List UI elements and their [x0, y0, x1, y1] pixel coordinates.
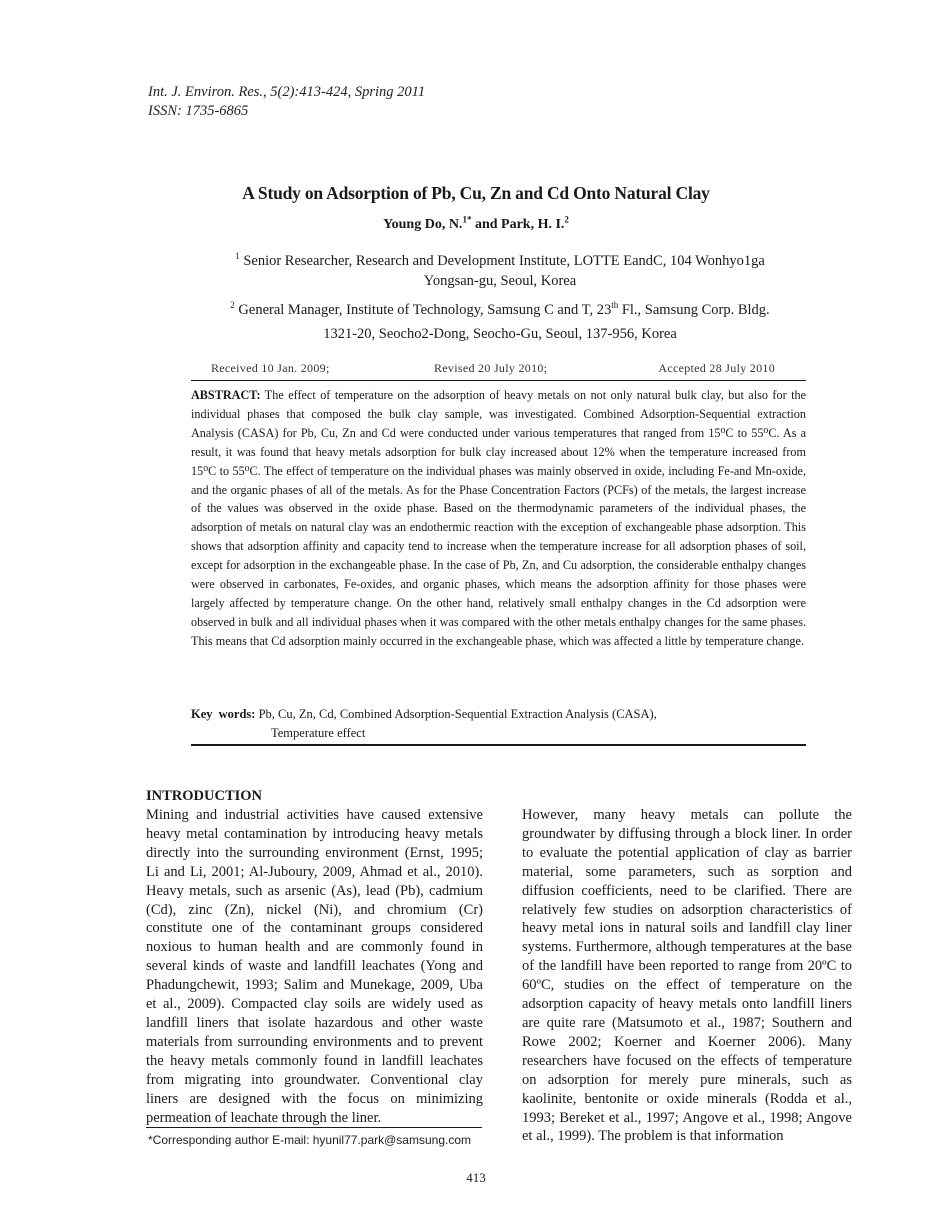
affiliation-2-line-1a: General Manager, Institute of Technology, Samsung C and T, 23: [234, 302, 612, 318]
footnote-rule: [146, 1127, 482, 1128]
affiliation-2-line-1b: Fl., Samsung Corp. Bldg.: [618, 302, 770, 318]
abstract-label: ABSTRACT:: [191, 388, 261, 402]
keywords-line-1: Pb, Cu, Zn, Cd, Combined Adsorption-Sequential Extraction Analysis (CASA),: [255, 707, 657, 721]
introduction-paragraph-right: However, many heavy metals can pollute the groundwater by diffusing through a block liner. In order to evaluate the potential application of clay as barrier material, some parameters, such as sorption and diffusion coefficients, need to be clarified. There are relatively few studies on adsorption characteristics of heavy metal ions in natural soils and landfill clay liner systems. Furthermore, although temperatures at the base of the landfill have been reported to range from 20ºC to 60ºC, studies on the effect of temperature on the adsorption capacity of heavy metals onto landfill liners are quite rare (Matsumoto et al., 1987; Southern and Rowe 2002; Koerner and Koerner 2006). Many researchers have focused on the effects of temperature on adsorption for merely pure minerals, such as kaolinite, bentonite or oxide minerals (Rodda et al., 1993; Bereket et al., 1997; Angove et al., 1998; Angove et al., 1999). The problem is that information: [522, 807, 852, 1145]
affiliation-1: [180, 251, 820, 291]
abstract: [191, 386, 806, 651]
introduction-heading: INTRODUCTION: [146, 788, 263, 804]
submission-dates: [211, 361, 775, 377]
journal-citation: Int. J. Environ. Res., 5(2):413-424, Spring 2011: [148, 84, 426, 100]
introduction-paragraph-left: Mining and industrial activities have caused extensive heavy metal contamination by introducing heavy metals directly into the surrounding environment (Ernst, 1995; Li and Li, 2001; Al-Juboury, 2009, Ahmad et al., 2010). Heavy metals, such as arsenic (As), lead (Pb), cadmium (Cd), zinc (Zn), nickel (Ni), and chromium (Cr) constitute one of the contaminant groups considered noxious to human health and are commonly found in several kinds of waste and landfill leachates (Yong and Phadungchewit, 1993; Salim and Munekage, 2009, Uba et al., 2009). Compacted clay soils are widely used as landfill liners that isolate hazardous and other waste materials from surrounding environments and to prevent the heavy metals commonly found in landfill leachates from migrating into groundwater. Conventional clay liners are designed with the focus on minimizing permeation of leachate through the liner.: [146, 807, 483, 1126]
affiliation-2: [180, 298, 820, 346]
page-number: 413: [466, 1170, 486, 1185]
accepted-date: Accepted 28 July 2010: [658, 361, 775, 375]
corresponding-author-footnote: *Corresponding author E-mail: hyunil77.park@samsung.com: [148, 1133, 472, 1147]
body-column-right: [522, 806, 852, 1146]
author-1: Young Do, N.: [383, 217, 463, 232]
affiliation-1-line-2: Yongsan-gu, Seoul, Korea: [423, 273, 577, 289]
received-date: Received 10 Jan. 2009;: [211, 361, 330, 375]
keywords-label: Key words:: [191, 707, 256, 721]
affiliation-1-mark: 1: [235, 251, 240, 262]
affiliation-1-line-1: Senior Researcher, Research and Development Institute, LOTTE EandC, 104 Wonhyo1ga: [239, 253, 765, 269]
abstract-top-rule: [191, 380, 806, 381]
paper-title: A Study on Adsorption of Pb, Cu, Zn and Cd Onto Natural Clay: [242, 183, 710, 203]
author-line: [0, 214, 952, 233]
affiliation-2-mark: 2: [230, 300, 235, 311]
author-2-mark: 2: [564, 214, 569, 225]
keywords-line-2: Temperature effect: [271, 726, 366, 740]
abstract-text: The effect of temperature on the adsorption of heavy metals on not only natural bulk clay, but also for the individual phases that composed the bulk clay sample, was investigated. Combined Adsorption-Sequential extraction Analysis (CASA) for Pb, Cu, Zn and Cd were conducted under various temperatures that ranged from 15⁰C to 55⁰C. As a result, it was found that heavy metals adsorption for bulk clay increased about 12% when the temperature increased from 15⁰C to 55⁰C. The effect of temperature on the individual phases was mainly observed in oxide, including Fe-and Mn-oxide, and the organic phases of all of the metals. As for the Phase Concentration Factors (PCFs) of the metals, the largest increase of the values was observed in the oxide phase. Based on the thermodynamic parameters of the individual phases, the adsorption of metals on natural clay was an endothermic reaction with the exception of exchangeable phase adsorption. This shows that adsorption affinity and capacity tend to increase when the temperature increase for all adsorption phases of soil, except for adsorption in the exchangeable phase. In the case of Pb, Zn, and Cu adsorption, the considerable enthalpy changes were observed in carbonates, Fe-oxides, and organic phases, which means the adsorption affinity for those phases were largely affected by temperature change. On the other hand, relatively small enthalpy changes in the Cd adsorption were observed in bulk and all individual phases when it was compared with the other metals enthalpy changes for the same phases. This means that Cd adsorption mainly occurred in the exchangeable phase, which was affected a little by temperature change.: [191, 388, 806, 648]
journal-header: [148, 83, 425, 121]
revised-date: Revised 20 July 2010;: [434, 361, 548, 375]
author-2: Park, H. I.: [501, 217, 565, 232]
author-conjunction: and: [471, 217, 502, 232]
affiliation-2-ordinal: th: [611, 300, 619, 311]
abstract-bottom-rule: [191, 744, 806, 746]
body-column-left: [146, 787, 483, 1127]
author-1-mark: 1*: [462, 214, 472, 225]
journal-issn: ISSN: 1735-6865: [148, 103, 249, 119]
keywords: [191, 705, 806, 743]
affiliation-2-line-2: 1321-20, Seocho2-Dong, Seocho-Gu, Seoul, 137-956, Korea: [323, 326, 677, 342]
